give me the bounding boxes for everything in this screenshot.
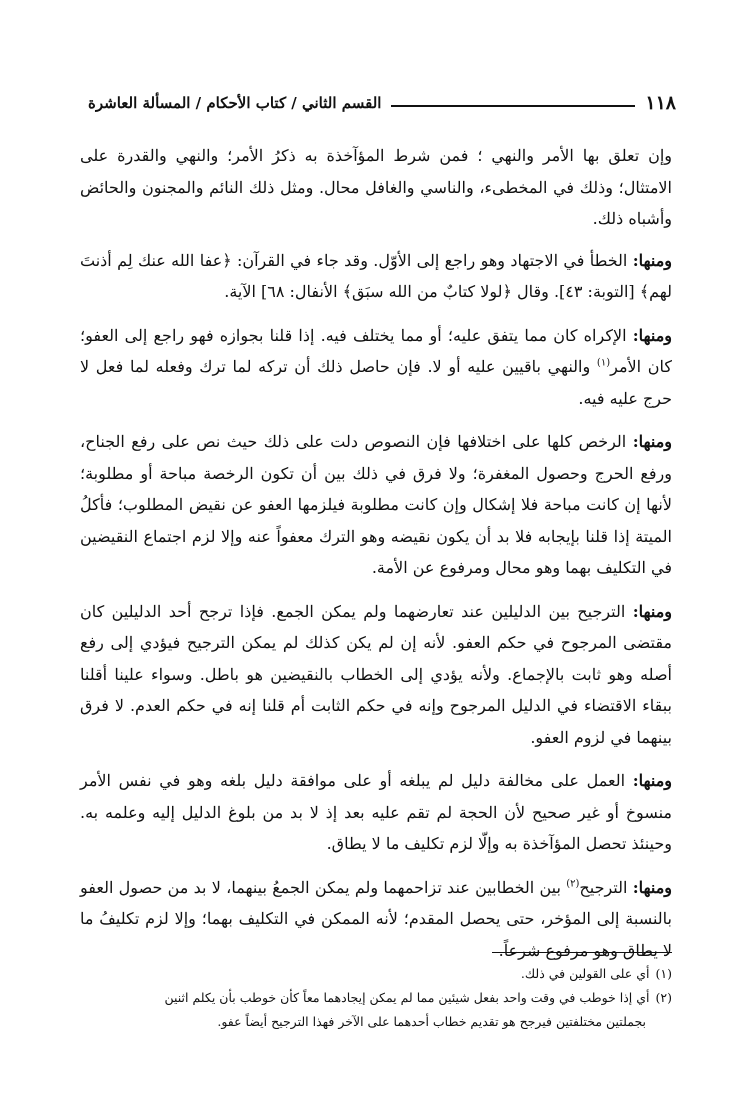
paragraph-text: الخطأ في الاجتهاد وهو راجع إلى الأوّل. وقد جاء في القرآن: ﴿عفا الله عنك لِم أذنتَ لهم﴾ [التوبة: ٤٣]. وقال ﴿لولا كتابٌ من الله سبَق﴾ الأنفال: ٦٨] الآية. bbox=[80, 250, 672, 301]
footnote-divider bbox=[492, 952, 672, 953]
paragraph-text: الإكراه كان مما يتفق عليه؛ أو مما يختلف فيه. إذا قلنا بجوازه فهو راجع إلى العفو؛ كان الأمر bbox=[80, 325, 673, 376]
header-rule bbox=[391, 105, 635, 107]
paragraph-lead: ومنها: bbox=[632, 325, 672, 345]
paragraph-text: الرخص كلها على اختلافها فإن النصوص دلت على ذلك حيث نص على رفع الجناح، ورفع الحرج وحصول المغفرة؛ ولا فرق في ذلك بين أن تكون الرخصة مباحة أو مطلوبة؛ لأنها إن كانت مباحة فلا إشكال وإن كانت مطلوبة فيلزمها العفو عن نقيض المطلوب؛ فأكلُ الميتة إذا قلنا بإيجابه فلا بد أن يكون نقيضه وهو الترك معفواً عنه وإلا لزم اجتماع النقيضين في التكليف بهما وهو محال ومرفوع عن الأمة. bbox=[80, 432, 673, 577]
footnote-text: أي إذا خوطب في وقت واحد بفعل شيئين مما لم يمكن إيجادهما معاً كأن خوطب بأن يكلم اثنين bbox=[164, 990, 650, 1005]
paragraph-text: العمل على مخالفة دليل لم يبلغه أو على موافقة دليل بلغه وهو في نفس الأمر منسوخ أو غير صحيح لأن الحجة لم تقم عليه بعد إذ لا بد من بلوغ الدليل إليه وعلمه به. وحينئذ تحصل المؤآخذة به وإلّا لزم تكليف ما لا يطاق. bbox=[80, 771, 672, 853]
page-number: ١١٨ bbox=[645, 92, 676, 114]
running-header bbox=[88, 90, 676, 116]
footnotes bbox=[80, 962, 672, 1034]
paragraph-text-after: بين الخطابين عند تزاحمهما ولم يمكن الجمعُ بينهما، لا بد من حصول العفو بالنسبة إلى المؤخر، حتى يحصل المقدم؛ لأنه الممكن في التكليف بهما؛ وإلا لزم تكليفُ ما لا يطاق وهو مرفوع شرعاً. bbox=[80, 877, 672, 960]
paragraph bbox=[80, 596, 672, 754]
body-text bbox=[80, 140, 672, 978]
paragraph bbox=[80, 320, 672, 415]
footnote-ref[interactable]: (١) bbox=[596, 357, 611, 369]
paragraph-lead: ومنها: bbox=[632, 771, 672, 790]
footnote-text: بجملتين مختلفتين فيرجح هو تقديم خطاب أحدهما على الآخر فهذا الترجيح أيضاً عفو. bbox=[217, 1014, 646, 1029]
paragraph bbox=[80, 245, 672, 308]
footnote bbox=[80, 986, 672, 1010]
paragraph bbox=[80, 140, 672, 235]
footnote-number: (٢) bbox=[655, 990, 672, 1005]
footnote-text: أي على القولين في ذلك. bbox=[520, 966, 650, 981]
footnote-number: (١) bbox=[655, 966, 672, 981]
paragraph-lead: ومنها: bbox=[632, 250, 672, 270]
paragraph bbox=[80, 765, 672, 860]
footnote-ref[interactable]: (٢) bbox=[566, 878, 580, 890]
paragraph bbox=[80, 426, 672, 584]
paragraph-lead: ومنها: bbox=[632, 432, 672, 451]
footnote-continuation bbox=[80, 1010, 672, 1034]
running-title: القسم الثاني / كتاب الأحكام / المسألة العاشرة bbox=[88, 94, 382, 112]
paragraph-text-after: والنهي باقيين عليه أو لا. فإن حاصل ذلك أن تركه لما ترك وفعله لما فعل لا حرج عليه فيه. bbox=[80, 357, 672, 408]
footnote bbox=[80, 962, 672, 986]
paragraph-text: وإن تعلق بها الأمر والنهي ؛ فمن شرط المؤآخذة به ذكرُ الأمر؛ والنهي والقدرة على الامتثال؛ وذلك في المخطىء، والناسي والغافل محال. ومثل ذلك النائم والمجنون والحائض وأشباه ذلك. bbox=[80, 146, 672, 228]
paragraph-lead: ومنها: bbox=[632, 877, 673, 897]
paragraph-text: الترجيح بين الدليلين عند تعارضهما ولم يمكن الجمع. فإذا ترجح أحد الدليلين كان مقتضى المرجوح في حكم العفو. لأنه إن لم يكن كذلك لم يمكن الترجيح فيؤدي إلى رفع أصله وهو ثابت بالإجماع. ولأنه يؤدي إلى الخطاب بالنقيضين هو باطل. وسواء علينا أقلنا ببقاء الاقتضاء في الدليل المرجوح وإنه في حكم الثابت أم قلنا إنه في حكم العدم. لا فرق بينهما في لزوم العفو. bbox=[80, 601, 672, 747]
paragraph-text: الترجيح bbox=[579, 877, 633, 897]
paragraph-lead: ومنها: bbox=[632, 601, 672, 621]
